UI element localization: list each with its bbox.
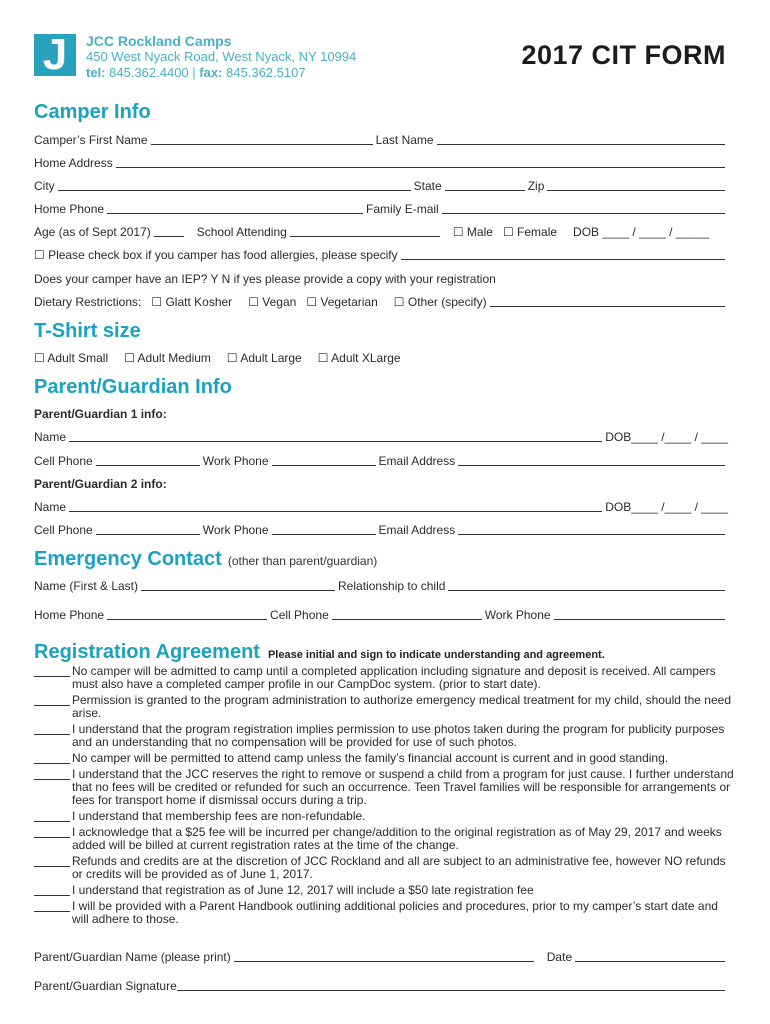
agreement-text: Refunds and credits are at the discretion of JCC Rockland and all are subject to an administrative fee, however NO refunds or credits will be provided as of June 1, 2017. <box>72 854 726 881</box>
agreement-item <box>34 752 734 765</box>
initial-field[interactable] <box>34 763 70 764</box>
size-adult-small[interactable]: ☐ Adult Small <box>34 351 109 365</box>
agreement-text: No camper will be permitted to attend camp unless the family’s financial account is current and in good standing. <box>72 751 669 765</box>
org-phone <box>86 65 356 81</box>
dietary-row <box>34 293 728 309</box>
last-name-label: Last Name <box>375 133 434 147</box>
tel-number: 845.362.4400 <box>109 65 189 80</box>
tshirt-heading: T-Shirt size <box>34 320 141 342</box>
emergency-work-field[interactable] <box>554 607 725 620</box>
agreement-text: I understand that registration as of June 12, 2017 will include a $50 late registration fee <box>72 883 534 897</box>
school-label: School Attending <box>196 225 287 239</box>
iep-question[interactable]: Does your camper have an IEP? Y N if yes please provide a copy with your registration <box>34 272 496 286</box>
initial-field[interactable] <box>34 895 70 896</box>
parent1-cell-field[interactable] <box>96 453 200 466</box>
emergency-name-row <box>34 577 728 593</box>
parent2-email-field[interactable] <box>458 522 725 535</box>
tshirt-row <box>34 349 728 365</box>
emergency-name-label: Name (First & Last) <box>34 579 139 593</box>
form-header <box>34 30 734 94</box>
vegan-checkbox[interactable]: ☐ Vegan <box>248 295 297 309</box>
signature-label: Parent/Guardian Signature <box>34 979 177 993</box>
print-name-row <box>34 948 728 964</box>
emergency-heading-row <box>34 548 377 571</box>
parent2-work-label: Work Phone <box>202 523 269 537</box>
agreement-text: I acknowledge that a $25 fee will be incurred per change/addition to the original registration as of May 29, 2017 and weeks added will be billed at current registration rates at the time of the change. <box>72 825 722 852</box>
date-field[interactable] <box>575 949 725 962</box>
fax-label: fax: <box>199 65 223 80</box>
parent1-name-field[interactable] <box>69 429 602 442</box>
agreement-text: I understand that the program registration implies permission to use photos taken during the program for publicity purposes and an understanding that no compensation will be provided for use of such photos. <box>72 722 725 749</box>
camper-dob-field[interactable]: DOB ____ / ____ / _____ <box>573 225 710 239</box>
form-title: 2017 CIT FORM <box>521 40 726 70</box>
state-field[interactable] <box>445 178 525 191</box>
jcc-logo: J <box>34 34 76 76</box>
emergency-name-field[interactable] <box>141 578 335 591</box>
parent2-name-row <box>34 498 728 514</box>
agreement-text: I understand that membership fees are non-refundable. <box>72 809 366 823</box>
agreement-item <box>34 826 734 852</box>
parent2-work-field[interactable] <box>272 522 376 535</box>
allergy-row <box>34 246 728 262</box>
first-name-label: Camper’s First Name <box>34 133 148 147</box>
initial-field[interactable] <box>34 734 70 735</box>
emergency-cell-label: Cell Phone <box>270 608 329 622</box>
other-checkbox[interactable]: ☐ Other (specify) <box>393 295 487 309</box>
initial-field[interactable] <box>34 705 70 706</box>
state-label: State <box>413 179 442 193</box>
agreement-list <box>34 665 734 926</box>
emergency-work-label: Work Phone <box>484 608 551 622</box>
emergency-note: (other than parent/guardian) <box>227 554 378 568</box>
agreement-item <box>34 694 734 720</box>
initial-field[interactable] <box>34 911 70 912</box>
fax-number: 845.362.5107 <box>226 65 306 80</box>
parent1-cell-label: Cell Phone <box>34 454 93 468</box>
agreement-instruction: Please initial and sign to indicate understanding and agreement. <box>267 649 605 661</box>
parent1-email-label: Email Address <box>378 454 456 468</box>
phone-separator: | <box>192 65 196 80</box>
zip-field[interactable] <box>547 178 725 191</box>
parent2-cell-field[interactable] <box>96 522 200 535</box>
parent1-email-field[interactable] <box>458 453 725 466</box>
parent2-cell-label: Cell Phone <box>34 523 93 537</box>
emergency-cell-field[interactable] <box>332 607 482 620</box>
home-phone-field[interactable] <box>107 201 363 214</box>
vegetarian-checkbox[interactable]: ☐ Vegetarian <box>306 295 378 309</box>
parent1-dob-field[interactable]: DOB____ /____ / ____ <box>605 430 728 444</box>
home-phone-label: Home Phone <box>34 202 105 216</box>
date-label: Date <box>546 950 573 964</box>
zip-label: Zip <box>527 179 545 193</box>
emergency-home-label: Home Phone <box>34 608 105 622</box>
initial-field[interactable] <box>34 676 70 677</box>
emergency-heading: Emergency Contact <box>34 548 222 570</box>
agreement-item <box>34 900 734 926</box>
parent2-dob-field[interactable]: DOB____ /____ / ____ <box>605 500 728 514</box>
age-field[interactable] <box>154 224 184 237</box>
initial-field[interactable] <box>34 837 70 838</box>
phone-email-row <box>34 200 728 216</box>
print-name-field[interactable] <box>234 949 534 962</box>
size-adult-xlarge[interactable]: ☐ Adult XLarge <box>317 351 401 365</box>
initial-field[interactable] <box>34 821 70 822</box>
family-email-label: Family E-mail <box>366 202 439 216</box>
home-address-row <box>34 154 728 170</box>
agreement-heading: Registration Agreement <box>34 641 260 663</box>
parent2-name-label: Name <box>34 500 67 514</box>
tel-label: tel: <box>86 65 106 80</box>
female-checkbox[interactable]: ☐ Female <box>502 225 558 239</box>
agreement-item <box>34 768 734 807</box>
relationship-field[interactable] <box>448 578 725 591</box>
male-checkbox[interactable]: ☐ Male <box>452 225 493 239</box>
agreement-item <box>34 723 734 749</box>
parent-info-heading: Parent/Guardian Info <box>34 376 232 398</box>
parent1-name-label: Name <box>34 430 67 444</box>
city-field[interactable] <box>58 178 411 191</box>
parent2-subheading: Parent/Guardian 2 info: <box>34 477 167 491</box>
agreement-item <box>34 810 734 823</box>
city-row <box>34 177 728 193</box>
agreement-item <box>34 855 734 881</box>
parent1-subheading: Parent/Guardian 1 info: <box>34 407 167 421</box>
age-label: Age (as of Sept 2017) <box>34 225 151 239</box>
parent2-email-label: Email Address <box>378 523 456 537</box>
org-address: 450 West Nyack Road, West Nyack, NY 10994 <box>86 49 357 64</box>
agreement-text: No camper will be admitted to camp until a completed application including signature and deposit is received. All campers must also have a completed camper profile in our CampDoc system. (prior to start date). <box>72 664 716 691</box>
org-contact <box>86 33 356 81</box>
parent1-name-row <box>34 428 728 444</box>
signature-row <box>34 977 728 993</box>
camper-name-row <box>34 131 728 147</box>
home-address-label: Home Address <box>34 156 113 170</box>
print-name-label: Parent/Guardian Name (please print) <box>34 950 231 964</box>
parent2-phone-row <box>34 521 728 537</box>
initial-field[interactable] <box>34 866 70 867</box>
initial-field[interactable] <box>34 779 70 780</box>
org-name: JCC Rockland Camps <box>86 33 232 49</box>
last-name-field[interactable] <box>437 132 725 145</box>
emergency-phone-row <box>34 606 728 622</box>
size-adult-medium[interactable]: ☐ Adult Medium <box>124 351 211 365</box>
allergy-field[interactable] <box>401 247 725 260</box>
emergency-home-field[interactable] <box>107 607 267 620</box>
size-adult-large[interactable]: ☐ Adult Large <box>226 351 302 365</box>
signature-field[interactable] <box>177 978 725 991</box>
age-school-row <box>34 223 728 239</box>
parent1-work-field[interactable] <box>272 453 376 466</box>
other-field[interactable] <box>490 294 725 307</box>
parent2-name-field[interactable] <box>69 499 602 512</box>
parent1-work-label: Work Phone <box>202 454 269 468</box>
agreement-item <box>34 665 734 691</box>
agreement-text: I will be provided with a Parent Handbook outlining additional policies and procedures, prior to my camper’s start date and will adhere to those. <box>72 899 718 926</box>
iep-row <box>34 270 728 286</box>
parent1-phone-row <box>34 452 728 468</box>
dietary-label: Dietary Restrictions: <box>34 295 142 309</box>
agreement-item <box>34 884 734 897</box>
agreement-text: Permission is granted to the program administration to authorize emergency medical treatment for my child, should the need arise. <box>72 693 731 720</box>
agreement-text: I understand that the JCC reserves the right to remove or suspend a child from a program for just cause. I further understand that no fees will be credited or refunded for such an occurrence. Teen Travel families will be responsible for arrangements or fees for transport home if dismissal occurs during a trip. <box>72 767 734 807</box>
relationship-label: Relationship to child <box>338 579 446 593</box>
camper-info-heading: Camper Info <box>34 101 151 123</box>
allergy-checkbox[interactable]: ☐ Please check box if you camper has food allergies, please specify <box>34 248 398 262</box>
family-email-field[interactable] <box>442 201 725 214</box>
glatt-kosher-checkbox[interactable]: ☐ Glatt Kosher <box>151 295 233 309</box>
first-name-field[interactable] <box>151 132 373 145</box>
agreement-heading-row <box>34 641 605 664</box>
home-address-field[interactable] <box>116 155 725 168</box>
city-label: City <box>34 179 55 193</box>
school-field[interactable] <box>290 224 440 237</box>
